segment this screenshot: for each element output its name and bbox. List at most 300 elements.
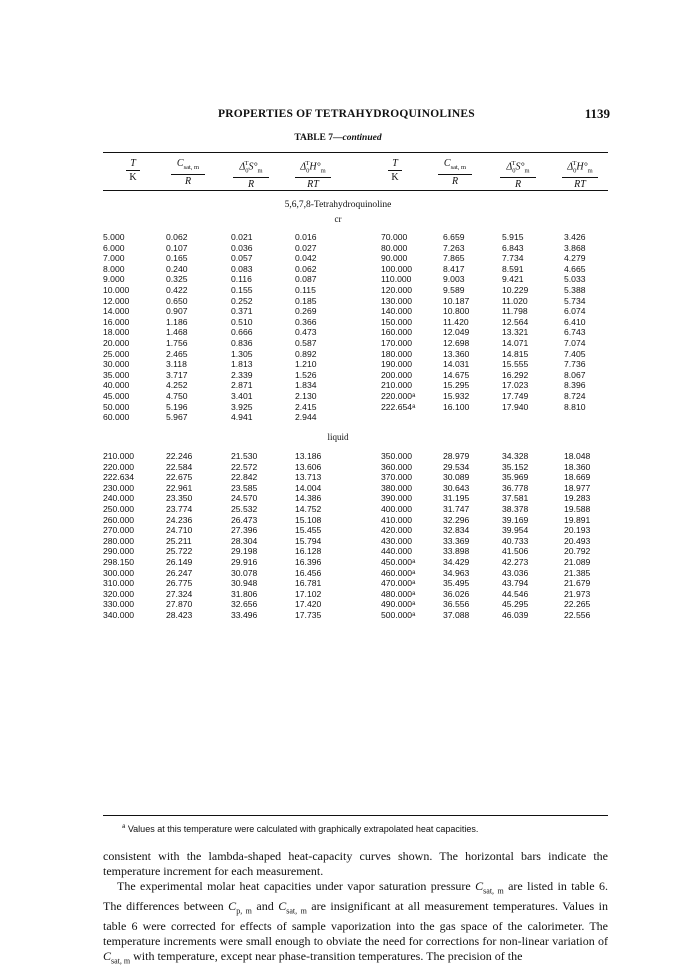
cr-row: [103, 412, 608, 423]
table-cell: 1.813: [231, 359, 253, 370]
footnote-text: Values at this temperature were calculated with graphically extrapolated heat capacities.: [125, 824, 479, 834]
table-cell: 3.868: [564, 242, 586, 253]
table-cell: 17.102: [295, 588, 322, 599]
table-cell: 340.000: [103, 609, 135, 620]
subscript-sat-m: sat, m: [483, 886, 504, 896]
cr-row: [103, 264, 608, 275]
table-cell: 420.000: [381, 525, 413, 536]
column-header-4: [283, 158, 343, 190]
subscript-sat-m: sat, m: [286, 906, 307, 916]
table-cell: 9.003: [443, 274, 465, 285]
table-cell: 10.000: [103, 284, 130, 295]
table-cell: 43.794: [502, 578, 529, 589]
liquid-row: [103, 578, 608, 589]
table-cell: 12.000: [103, 295, 130, 306]
table-cell: 35.969: [502, 472, 529, 483]
table-cell: [425, 412, 488, 423]
table-cell: 1.186: [166, 316, 188, 327]
table-cell: 298.150: [103, 556, 135, 567]
table-cell: 15.794: [295, 535, 322, 546]
table-cell: 220.000: [103, 461, 135, 472]
table-cell: 180.000: [381, 348, 413, 359]
table-cell: 32.656: [231, 599, 258, 610]
table-cell: 27.324: [166, 588, 193, 599]
table-cell: 8.724: [564, 390, 586, 401]
table-cell: 17.735: [295, 609, 322, 620]
table-cell: 0.252: [231, 295, 253, 306]
liquid-row: [103, 599, 608, 610]
table-cell: 26.473: [231, 514, 258, 525]
table-cell: 23.350: [166, 493, 193, 504]
table-cell: 0.836: [231, 337, 253, 348]
table-cell: 25.211: [166, 535, 192, 546]
table-cell: 430.000: [381, 535, 413, 546]
table-cell: 0.240: [166, 263, 188, 274]
table-cell: 0.325: [166, 274, 188, 285]
table-cell: 41.506: [502, 546, 529, 557]
table-cell: 26.149: [166, 556, 193, 567]
table-cell: 11.798: [502, 306, 528, 317]
table-cell: 9.000: [103, 274, 125, 285]
table-caption: [0, 133, 676, 143]
table-cell: 1.834: [295, 380, 317, 391]
table-cell: 0.042: [295, 253, 317, 264]
table-cell: 0.155: [231, 284, 253, 295]
table-cell: 13.360: [443, 348, 470, 359]
phase-label-cr: cr: [334, 214, 342, 224]
symbol-c: C: [103, 949, 112, 963]
table-cell: 26.247: [166, 567, 193, 578]
table-cell: 19.588: [564, 503, 591, 514]
table-cell: 24.710: [166, 525, 193, 536]
table-cell: 300.000: [103, 567, 135, 578]
table-cell: 23.774: [166, 503, 193, 514]
table-cell: 200.000: [381, 369, 413, 380]
table-cell: 9.421: [502, 274, 524, 285]
table-cell: 42.273: [502, 556, 529, 567]
table-cell: 2.130: [295, 390, 317, 401]
table-cell: 30.000: [103, 359, 130, 370]
table-cell: 14.000: [103, 306, 130, 317]
table-cell: 16.000: [103, 316, 130, 327]
liquid-data-table: [103, 451, 608, 621]
table-cell: 16.128: [295, 546, 322, 557]
table-cell: 222.634: [103, 472, 135, 483]
cr-row: [103, 391, 608, 402]
table-cell: [365, 412, 425, 423]
table-cell: 15.932: [443, 390, 470, 401]
table-cell: 0.062: [166, 232, 188, 242]
table-cell: 14.675: [443, 369, 470, 380]
table-cell: 5.915: [502, 232, 524, 242]
table-cell: 17.940: [502, 401, 529, 412]
column-header-7: [488, 158, 548, 190]
table-cell: 22.584: [166, 461, 193, 472]
table-cell: 70.000: [381, 232, 408, 242]
table-cell: 26.775: [166, 578, 193, 589]
table-cell: 1.210: [295, 359, 317, 370]
table-cell: 35.495: [443, 578, 470, 589]
table-cell: 380.000: [381, 482, 413, 493]
column-header-1: [103, 158, 163, 183]
paragraph-2-part-e: with temperature, except near phase-transition temperatures. The precision of the: [130, 949, 523, 963]
paragraph-2-part-c: and: [251, 899, 279, 913]
table-cell: 18.669: [564, 472, 591, 483]
table-cell: 7.736: [564, 359, 586, 370]
table-footnote: [122, 824, 478, 834]
table-cell: 18.977: [564, 482, 591, 493]
table-cell: 2.944: [295, 412, 317, 423]
table-cell: 5.967: [166, 412, 188, 423]
table-cell: 2.339: [231, 369, 253, 380]
cr-row: [103, 402, 608, 413]
table-cell: 390.000: [381, 493, 413, 504]
table-cell: 14.815: [502, 348, 529, 359]
cr-row: [103, 243, 608, 254]
table-cell: 0.083: [231, 263, 253, 274]
table-cell: 22.572: [231, 461, 258, 472]
table-cell: 3.118: [166, 359, 187, 370]
table-cell: 210.000: [381, 380, 413, 391]
table-cell: 0.422: [166, 284, 188, 295]
table-cell: 230.000: [103, 482, 135, 493]
table-cell: 12.049: [443, 327, 470, 338]
table-cell: 21.530: [231, 451, 258, 461]
table-cell: 28.304: [231, 535, 258, 546]
table-cell: 90.000: [381, 253, 408, 264]
table-cell: 25.000: [103, 348, 130, 359]
cr-row: [103, 327, 608, 338]
liquid-row: [103, 451, 608, 462]
cr-row: [103, 370, 608, 381]
cr-row: [103, 253, 608, 264]
column-header-5: [365, 158, 425, 183]
table-cell: 1.305: [231, 348, 253, 359]
table-cell: 17.420: [295, 599, 322, 610]
table-cell: 17.749: [502, 390, 529, 401]
table-cell: 30.078: [231, 567, 258, 578]
table-cell: 7.074: [564, 337, 586, 348]
table-cell: 33.898: [443, 546, 470, 557]
table-cell: 6.843: [502, 242, 524, 253]
column-header-denominator: R: [514, 179, 522, 191]
liquid-row: [103, 546, 608, 557]
column-header-denominator: RT: [307, 179, 319, 191]
table-cell: 0.587: [295, 337, 317, 348]
table-cell: 11.420: [443, 316, 469, 327]
phase-label-liquid: liquid: [327, 432, 349, 442]
cr-data-table: [103, 232, 608, 423]
liquid-row: [103, 462, 608, 473]
table-cell: 31.806: [231, 588, 258, 599]
table-cell: 8.417: [443, 263, 465, 274]
table-cell: 24.236: [166, 514, 193, 525]
table-cell: 22.246: [166, 451, 193, 461]
table-cell: 0.165: [166, 253, 188, 264]
table-cell: 22.265: [564, 599, 591, 610]
symbol-c: C: [278, 899, 287, 913]
table-cell: 24.570: [231, 493, 258, 504]
table-cell: 0.185: [295, 295, 317, 306]
paragraph-2-part-d: are insignificant at all measurement temperatures. Values in table 6 were corrected for effects of sample vaporization into the gas space of the calorimeter. The temperature increments were small enough to obviate the need for corrections for non-linear variation of: [103, 899, 609, 948]
liquid-row: [103, 536, 608, 547]
table-cell: 3.401: [231, 390, 253, 401]
table-cell: 21.089: [564, 556, 591, 567]
table-cell: 15.555: [502, 359, 529, 370]
running-head: [100, 108, 610, 124]
table-cell: 210.000: [103, 451, 135, 461]
table-cell: 0.116: [231, 274, 252, 285]
compound-name: 5,6,7,8-Tetrahydroquinoline: [284, 200, 392, 210]
table-cell: 3.426: [564, 232, 586, 242]
table-cell: 5.734: [564, 295, 586, 306]
table-cell: 7.734: [502, 253, 524, 264]
column-header-denominator: RT: [574, 179, 586, 191]
table-column-headers: [103, 158, 608, 191]
liquid-row: [103, 504, 608, 515]
table-cell: 0.087: [295, 274, 317, 285]
table-cell: 46.039: [502, 609, 529, 620]
column-header-2: [158, 158, 218, 187]
table-cell: 36.556: [443, 599, 470, 610]
table-cell: 460.000ᵃ: [381, 567, 416, 578]
table-cell: 16.292: [502, 369, 529, 380]
table-cell: 0.016: [295, 232, 317, 242]
column-header-numerator: $\Delta_0^TH^\circ_m$: [562, 158, 598, 178]
table-cell: 21.385: [564, 567, 591, 578]
table-cell: 4.941: [231, 412, 253, 423]
table-cell: 21.679: [564, 578, 591, 589]
table-cell: 320.000: [103, 588, 135, 599]
table-cell: 29.198: [231, 546, 258, 557]
table-cell: 34.429: [443, 556, 470, 567]
cr-row: [103, 317, 608, 328]
table-cell: 31.195: [443, 493, 470, 504]
table-cell: 14.071: [502, 337, 529, 348]
column-header-denominator: R: [247, 179, 255, 191]
table-cell: 11.020: [502, 295, 528, 306]
body-text: [103, 849, 608, 969]
cr-row: [103, 232, 608, 243]
table-cell: 10.187: [443, 295, 470, 306]
table-cell: 400.000: [381, 503, 413, 514]
table-cell: 32.834: [443, 525, 470, 536]
table-cell: 0.650: [166, 295, 188, 306]
column-header-denominator: K: [391, 172, 399, 183]
table-cell: 39.169: [502, 514, 529, 525]
table-cell: 6.659: [443, 232, 465, 242]
paragraph-2-part-a: The experimental molar heat capacities under vapor saturation pressure: [117, 879, 476, 894]
table-caption-suffix: —continued: [333, 133, 382, 143]
table-cell: [550, 412, 608, 423]
cr-row: [103, 274, 608, 285]
table-cell: 5.388: [564, 284, 586, 295]
table-cell: 36.778: [502, 482, 529, 493]
table-cell: 240.000: [103, 493, 135, 504]
table-cell: 140.000: [381, 306, 413, 317]
table-cell: 5.000: [103, 232, 125, 242]
column-header-numerator: $\Delta_0^TS^\circ_m$: [233, 158, 269, 178]
column-header-numerator: T: [388, 158, 402, 171]
table-cell: 0.269: [295, 306, 317, 317]
cr-row: [103, 306, 608, 317]
table-cell: 7.263: [443, 242, 465, 253]
table-cell: 9.589: [443, 284, 465, 295]
table-cell: 440.000: [381, 546, 413, 557]
table-cell: 8.810: [564, 401, 586, 412]
table-cell: 330.000: [103, 599, 135, 610]
table-cell: 260.000: [103, 514, 135, 525]
table-cell: 3.717: [166, 369, 188, 380]
table-cell: 290.000: [103, 546, 135, 557]
table-cell: 490.000ᵃ: [381, 599, 416, 610]
table-cell: 8.591: [502, 263, 524, 274]
table-cell: 3.925: [231, 401, 253, 412]
table-cell: 270.000: [103, 525, 135, 536]
table-cell: 22.842: [231, 472, 258, 483]
table-cell: 0.057: [231, 253, 253, 264]
table-cell: 6.410: [564, 316, 586, 327]
table-cell: 220.000ᵃ: [381, 390, 416, 401]
table-cell: 27.396: [231, 525, 258, 536]
table-cell: 470.000ᵃ: [381, 578, 416, 589]
table-cell: 1.468: [166, 327, 188, 338]
column-header-8: [550, 158, 610, 190]
table-cell: 23.585: [231, 482, 258, 493]
liquid-row: [103, 515, 608, 526]
table-cell: 0.366: [295, 316, 317, 327]
table-cell: 2.465: [166, 348, 188, 359]
liquid-row: [103, 472, 608, 483]
table-cell: 19.891: [564, 514, 591, 525]
table-cell: 13.713: [295, 472, 322, 483]
table-cell: 480.000ᵃ: [381, 588, 416, 599]
table-cell: 4.750: [166, 390, 188, 401]
table-cell: 20.493: [564, 535, 591, 546]
table-cell: 12.698: [443, 337, 470, 348]
table-cell: 6.074: [564, 306, 586, 317]
table-cell: 34.963: [443, 567, 470, 578]
table-bottom-rule: [103, 815, 608, 816]
table-cell: 40.733: [502, 535, 529, 546]
table-cell: 33.369: [443, 535, 470, 546]
table-cell: 22.556: [564, 609, 591, 620]
cr-row: [103, 285, 608, 296]
table-cell: 29.534: [443, 461, 470, 472]
table-cell: 80.000: [381, 242, 408, 253]
table-cell: 16.396: [295, 556, 322, 567]
table-cell: 30.089: [443, 472, 470, 483]
table-cell: 7.405: [564, 348, 586, 359]
table-cell: 22.675: [166, 472, 193, 483]
table-cell: 38.378: [502, 503, 529, 514]
table-cell: 25.532: [231, 503, 258, 514]
table-cell: 0.021: [231, 232, 253, 242]
table-cell: 190.000: [381, 359, 413, 370]
table-cell: 0.907: [166, 306, 188, 317]
table-cell: 2.415: [295, 401, 317, 412]
table-cell: 39.954: [502, 525, 529, 536]
table-cell: 14.031: [443, 359, 470, 370]
table-cell: 5.196: [166, 401, 188, 412]
table-cell: 1.756: [166, 337, 188, 348]
cr-row: [103, 380, 608, 391]
table-cell: 0.107: [166, 242, 188, 253]
column-header-6: [425, 158, 485, 187]
table-cell: 1.526: [295, 369, 317, 380]
column-header-denominator: K: [129, 172, 137, 183]
liquid-row: [103, 557, 608, 568]
table-cell: 14.752: [295, 503, 322, 514]
table-cell: 12.564: [502, 316, 529, 327]
table-cell: 150.000: [381, 316, 413, 327]
table-cell: 0.666: [231, 327, 253, 338]
column-header-numerator: T: [126, 158, 140, 171]
table-cell: 0.036: [231, 242, 253, 253]
table-cell: 20.792: [564, 546, 591, 557]
table-cell: 6.743: [564, 327, 586, 338]
table-cell: 280.000: [103, 535, 135, 546]
liquid-row: [103, 589, 608, 600]
table-cell: 16.100: [443, 401, 470, 412]
table-cell: 14.386: [295, 493, 322, 504]
paragraph-2-part-b: are listed in table 6. The differences between: [103, 879, 608, 913]
table-cell: 100.000: [381, 263, 413, 274]
table-cell: 0.027: [295, 242, 317, 253]
table-cell: 0.473: [295, 327, 317, 338]
table-cell: 45.000: [103, 390, 130, 401]
table-cell: 4.665: [564, 263, 586, 274]
liquid-row: [103, 525, 608, 536]
table-cell: 13.321: [502, 327, 529, 338]
table-cell: 31.747: [443, 503, 470, 514]
table-cell: 45.295: [502, 599, 529, 610]
table-cell: 222.654ᵃ: [381, 401, 416, 412]
table-cell: 7.865: [443, 253, 465, 264]
table-cell: 250.000: [103, 503, 135, 514]
table-cell: 110.000: [381, 274, 412, 285]
table-cell: 20.000: [103, 337, 130, 348]
table-cell: 15.295: [443, 380, 470, 391]
table-cell: 310.000: [103, 578, 135, 589]
table-header-rule: [103, 190, 608, 191]
table-cell: 37.088: [443, 609, 470, 620]
table-cell: 5.033: [564, 274, 586, 285]
table-cell: 35.000: [103, 369, 130, 380]
table-cell: 28.423: [166, 609, 193, 620]
table-cell: 44.546: [502, 588, 529, 599]
table-cell: 25.722: [166, 546, 193, 557]
cr-row: [103, 296, 608, 307]
table-cell: 18.360: [564, 461, 591, 472]
table-cell: 16.781: [295, 578, 322, 589]
table-cell: 19.283: [564, 493, 591, 504]
cr-row: [103, 349, 608, 360]
table-cell: 37.581: [502, 493, 529, 504]
liquid-row: [103, 568, 608, 579]
liquid-row: [103, 483, 608, 494]
table-cell: 40.000: [103, 380, 130, 391]
subscript-p-m: p, m: [236, 906, 252, 916]
symbol-c: C: [228, 899, 237, 913]
table-cell: 30.948: [231, 578, 258, 589]
table-cell: 0.510: [231, 316, 253, 327]
paragraph-1: consistent with the lambda-shaped heat-capacity curves shown. The horizontal bars indicate the temperature increment for each measurement.: [103, 849, 608, 879]
column-header-denominator: R: [184, 176, 192, 187]
table-cell: 410.000: [381, 514, 413, 525]
column-header-3: [221, 158, 281, 190]
table-cell: 0.892: [295, 348, 317, 359]
